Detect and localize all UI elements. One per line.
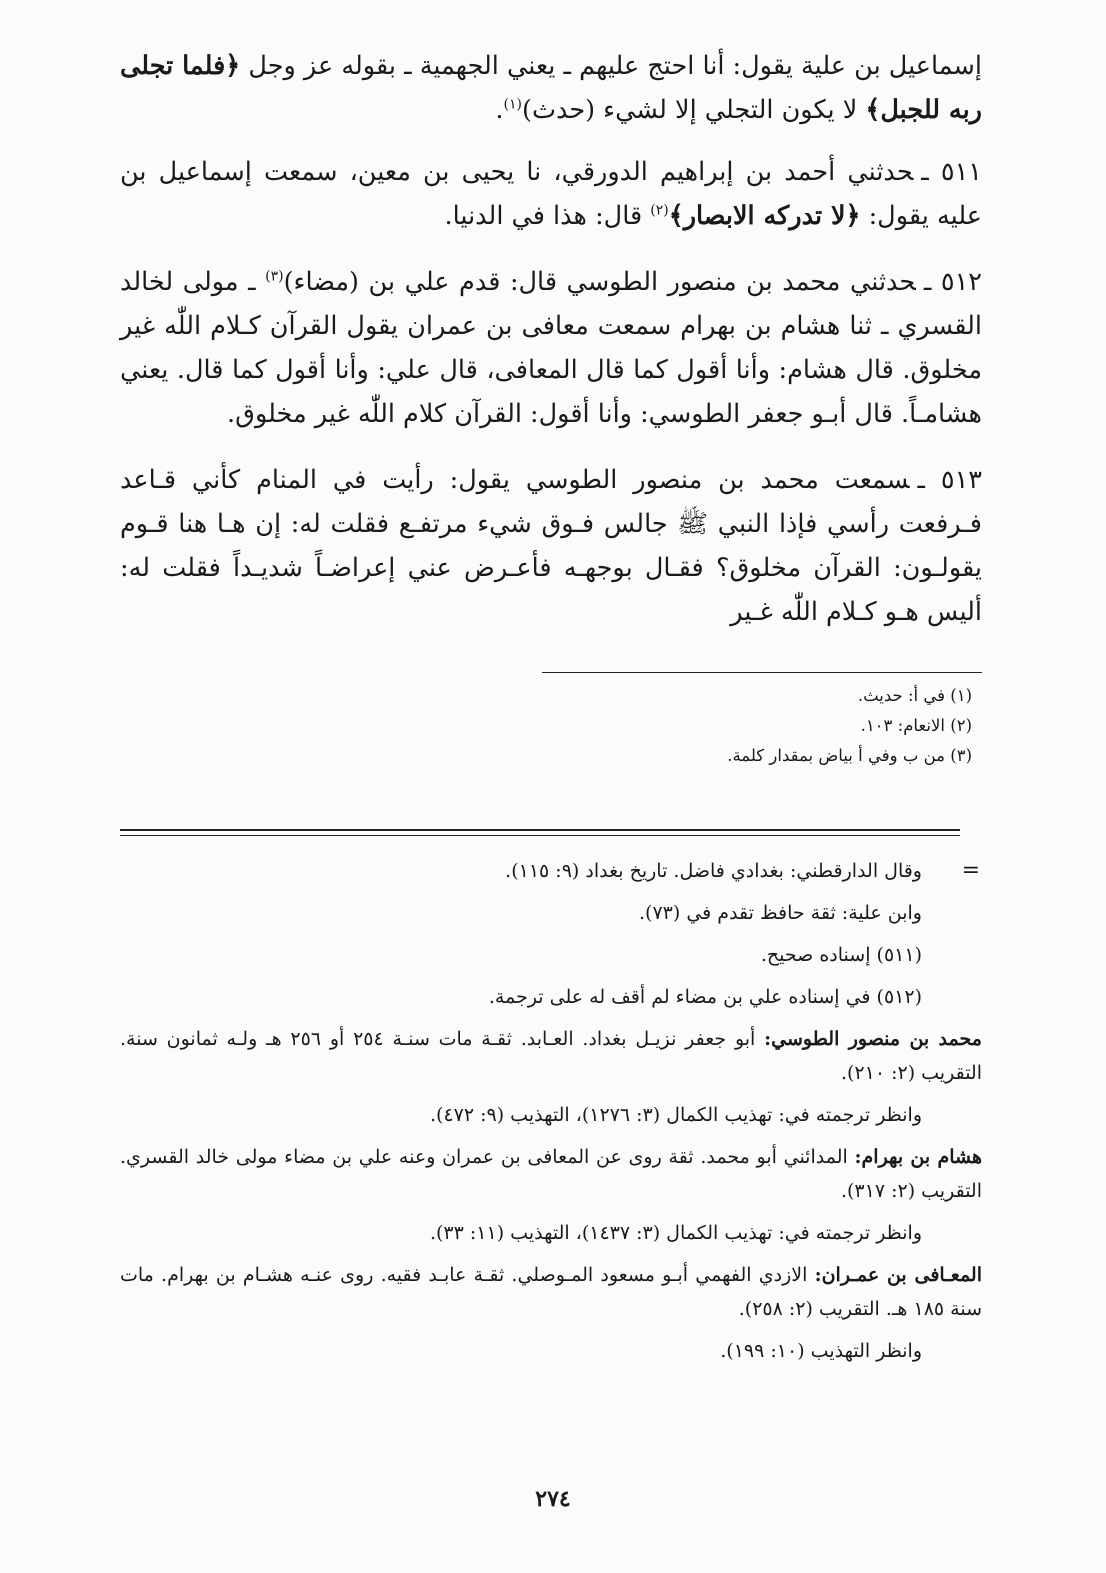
footnote-ref: (٣)	[265, 268, 284, 285]
hadith-number: ٥١١ ـ	[921, 157, 982, 187]
hadith-number: ٥١٢ ـ	[923, 267, 982, 297]
rule-line	[120, 835, 960, 836]
commentary-line: (٥١١) إسناده صحيح.	[760, 944, 922, 966]
hadith-511	[120, 150, 982, 238]
footnotes	[120, 681, 982, 771]
book-page	[120, 44, 982, 1376]
text-segment: حدثني أحمد بن إبراهيم الدورقي، نا يحيى بن معين، سمعت إسماعيل بن عليه يقول:	[120, 157, 982, 231]
narrator-bio: الازدي الفهمي أبـو مسعود المـوصلي. ثقـة عابـد فقيه. روى عنـه هشـام بن بهرام. مات سنة ١٨٥ هـ. التقريب (٢: ٢٥٨).	[120, 1264, 982, 1320]
footnote-ref: (١)	[503, 96, 522, 113]
narrator-name: محمد بن منصور الطوسي:	[764, 1028, 982, 1050]
footnote: (٢) الانعام: ١٠٣.	[860, 716, 972, 735]
narrator-bio: أبو جعفر نزيـل بغداد. العـابد. ثقـة مات سنـة ٢٥٤ أو ٢٥٦ هـ ولـه ثمانون سنة. التقريب (٢: ٢١٠).	[120, 1028, 982, 1084]
hadith-number: ٥١٣ ـ	[917, 465, 982, 495]
commentary-divider	[120, 829, 960, 836]
commentary-line: وانظر التهذيب (١٠: ١٩٩).	[720, 1340, 922, 1362]
text-segment: .	[495, 95, 504, 125]
commentary-line: (٥١٢) في إسناده علي بن مضاء لم أقف له على ترجمة.	[488, 986, 922, 1008]
text-segment: حدثني محمد بن منصور الطوسي قال: قدم علي بن (مضاء)	[283, 267, 916, 297]
narrator-bio: المدائني أبو محمد. ثقة روى عن المعافى بن عمران وعنه علي بن مضاء مولى خالد القسري. التقريب (٢: ٣١٧).	[120, 1146, 982, 1202]
paragraph-continuation	[120, 44, 982, 132]
commentary-line: وابن علية: ثقة حافظ تقدم في (٧٣).	[639, 902, 922, 924]
footnote: (١) في أ: حديث.	[857, 686, 972, 705]
hadith-513	[120, 458, 982, 634]
commentary-line: وقال الدارقطني: بغدادي فاضل. تاريخ بغداد (٩: ١١٥).	[505, 860, 922, 882]
footnote: (٣) من ب وفي أ بياض بمقدار كلمة.	[727, 746, 972, 765]
commentary-line: وانظر ترجمته في: تهذيب الكمال (٣: ١٤٣٧)، التهذيب (١١: ٣٣).	[429, 1222, 922, 1244]
commentary	[120, 854, 982, 1368]
footnote-divider	[542, 672, 982, 673]
footnote-ref: (٢)	[650, 202, 669, 219]
main-text	[120, 44, 982, 634]
quran-quote: ﴿لا تدركه الابصار﴾	[668, 201, 861, 231]
rule-line	[120, 829, 960, 831]
text-segment: سمعت محمد بن منصور الطوسي يقول: رأيت في المنام كأني قـاعد فـرفعت رأسي فإذا النبي ﷺ جالس فـوق شيء مرتفـع فقلت له: إن هـا هنا قـوم يقولـون: القرآن مخلوق؟ فقـال بوجهـه فأعـرض عني إعراضـاً شديـداً فقلت له: أليس هـو كـلام اللّٰه غـير	[120, 465, 982, 627]
narrator-name: هشام بن بهرام:	[854, 1146, 982, 1168]
hadith-512	[120, 260, 982, 436]
text-segment: لا يكون التجلي إلا لشيء (حدث)	[522, 95, 866, 125]
quran-quote: ﴿فلما تجلى ربه للجبل﴾	[120, 51, 982, 125]
page-number: ٢٧٤	[535, 1486, 571, 1512]
narrator-entry	[120, 1258, 982, 1326]
continuation-mark: =	[961, 858, 980, 883]
narrator-entry	[120, 1140, 982, 1208]
commentary-line: وانظر ترجمته في: تهذيب الكمال (٣: ١٢٧٦)، التهذيب (٩: ٤٧٢).	[429, 1104, 922, 1126]
text-segment: قال: هذا في الدنيا.	[444, 201, 651, 231]
narrator-entry	[120, 1022, 982, 1090]
narrator-name: المعـافى بن عمـران:	[814, 1264, 982, 1286]
text-segment: إسماعيل بن علية يقول: أنا احتج عليهم ـ يعني الجهمية ـ بقوله عز وجل	[240, 51, 982, 81]
text-segment: ـ مولى لخالد القسري ـ ثنا هشام بن بهرام سمعت معافى بن عمران يقول القرآن كـلام اللّٰه غير مخلوق. قال هشام: وأنا أقول كما قال المعافى، قال علي: وأنا أقول كما قال. يعني هشامـاً. قال أبـو جعفر الطوسي: وأنا أقول: القرآن كلام اللّٰه غير مخلوق.	[120, 267, 982, 429]
